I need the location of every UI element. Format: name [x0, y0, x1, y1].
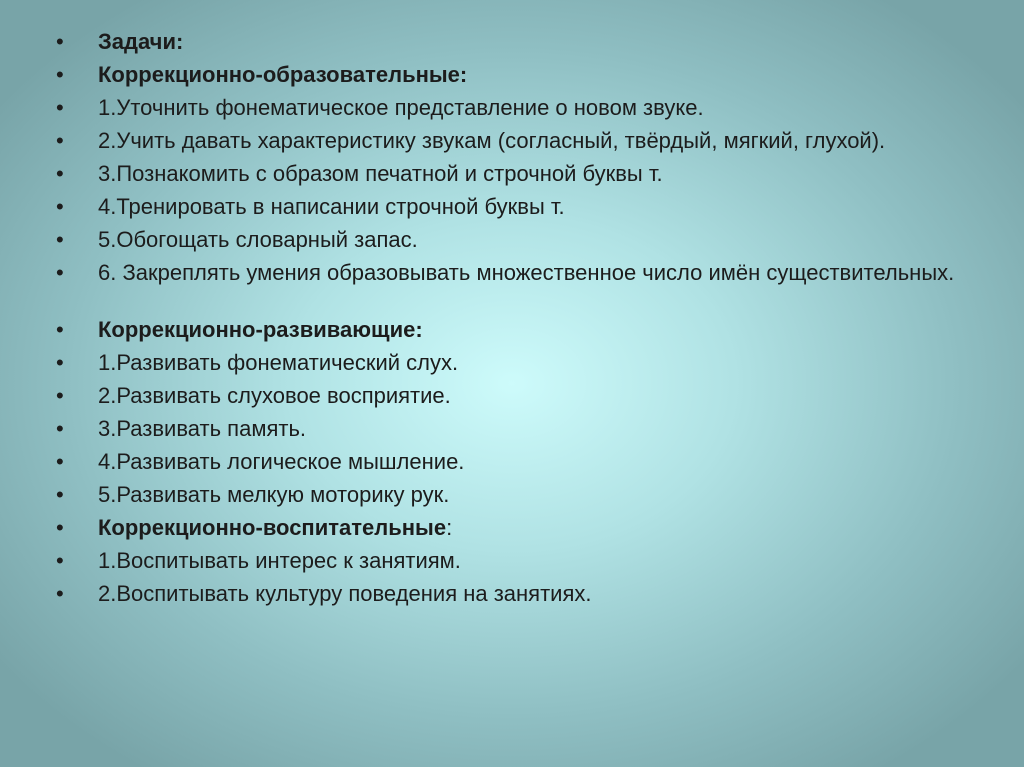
list-item	[56, 61, 956, 88]
list-item	[56, 580, 956, 607]
list-item-text: 1.Воспитывать интерес к занятиям.	[98, 548, 461, 573]
bullet-icon: •	[56, 62, 64, 87]
bullet-icon: •	[56, 317, 64, 342]
bullet-icon: •	[56, 350, 64, 375]
list-item	[56, 259, 956, 286]
list-item	[56, 547, 956, 574]
list-item	[56, 448, 956, 475]
list-item-text: 1.Уточнить фонематическое представление о новом звуке.	[98, 95, 704, 120]
list-item-text: 1.Развивать фонематический слух.	[98, 350, 459, 375]
list-item-text: 5.Развивать мелкую моторику рук.	[98, 482, 450, 507]
bullet-icon: •	[56, 416, 64, 441]
list-item-text: 4.Тренировать в написании строчной буквы т.	[98, 194, 565, 219]
list-item	[56, 514, 956, 541]
list-item	[56, 226, 956, 253]
list-item-text: 5.Обогощать словарный запас.	[98, 227, 418, 252]
bullet-icon: •	[56, 515, 64, 540]
list-item	[56, 94, 956, 121]
list-item	[56, 316, 956, 343]
list-item	[56, 193, 956, 220]
list-item	[56, 382, 956, 409]
bullet-icon: •	[56, 161, 64, 186]
bullet-icon: •	[56, 29, 64, 54]
list-item-text: 2.Развивать слуховое восприятие.	[98, 383, 451, 408]
bullet-icon: •	[56, 581, 64, 606]
list-item-text: 6. Закреплять умения образовывать множественное число имён существительных.	[98, 260, 955, 285]
list-item-suffix: :	[446, 515, 453, 540]
bullet-icon: •	[56, 548, 64, 573]
list-item	[56, 28, 956, 55]
list-item-text: 2.Воспитывать культуру поведения на занятиях.	[98, 581, 592, 606]
list-item-text: 3.Развивать память.	[98, 416, 307, 441]
bullet-icon: •	[56, 383, 64, 408]
list-item-text: Коррекционно-развивающие:	[98, 317, 423, 342]
list-item-text: 3.Познакомить с образом печатной и строчной буквы т.	[98, 161, 663, 186]
list-item	[56, 415, 956, 442]
bullet-icon: •	[56, 227, 64, 252]
list-item	[56, 481, 956, 508]
list-item	[56, 127, 956, 154]
bullet-icon: •	[56, 260, 64, 285]
list-item-text: 4.Развивать логическое мышление.	[98, 449, 465, 474]
list-item-text: Задачи:	[98, 29, 184, 54]
bullet-icon: •	[56, 95, 64, 120]
slide-content	[56, 28, 956, 613]
list-item-text: Коррекционно-воспитательные	[98, 515, 447, 540]
list-item	[56, 160, 956, 187]
bullet-icon: •	[56, 482, 64, 507]
bullet-icon: •	[56, 194, 64, 219]
list-item-text: Коррекционно-образовательные:	[98, 62, 468, 87]
list-item-text: 2.Учить давать характеристику звукам (согласный, твёрдый, мягкий, глухой).	[98, 128, 886, 153]
bullet-icon: •	[56, 128, 64, 153]
bullet-icon: •	[56, 449, 64, 474]
list-item	[56, 349, 956, 376]
bullet-list	[56, 28, 956, 607]
